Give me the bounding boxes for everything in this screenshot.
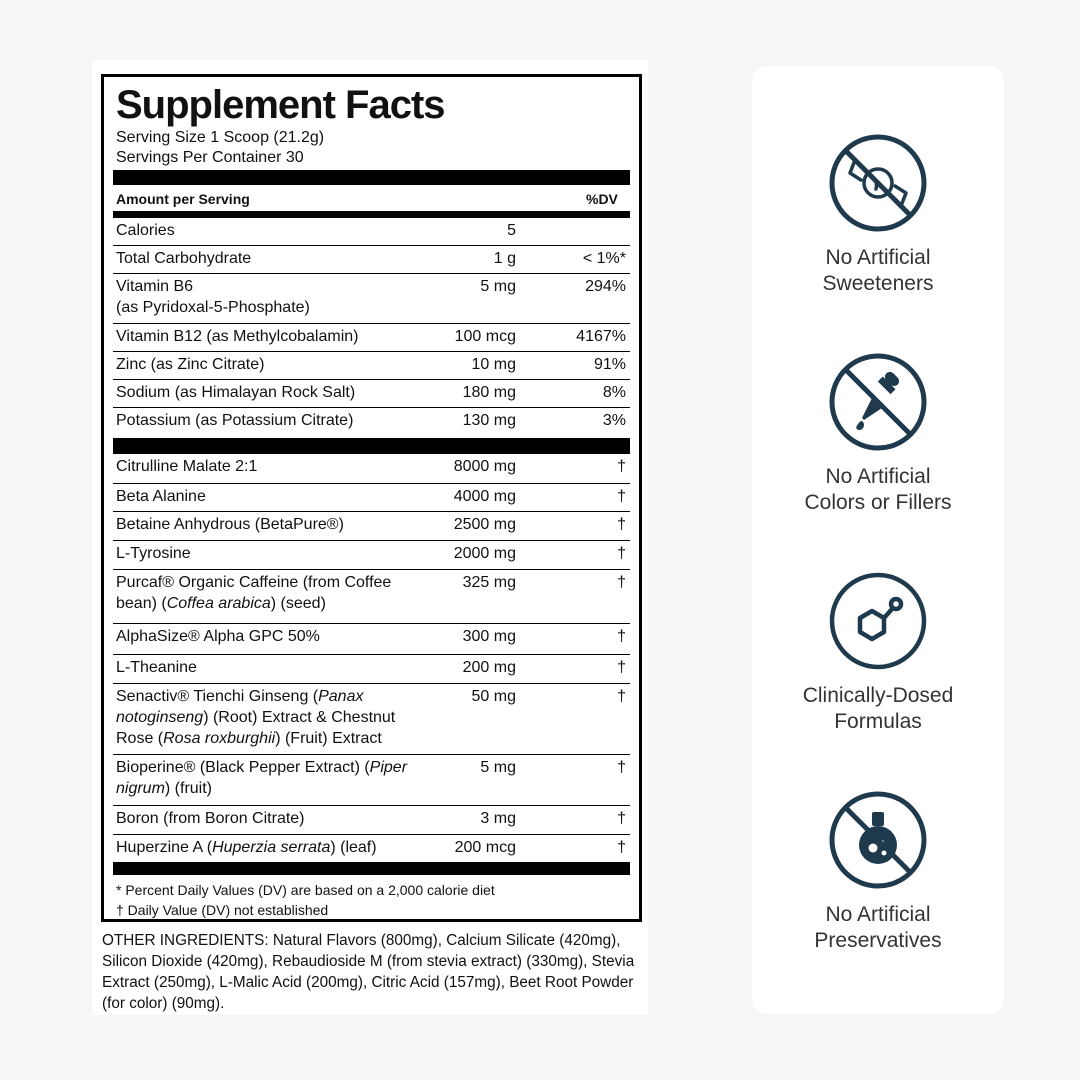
ingredient-amount: 2500 mg: [453, 516, 516, 533]
ingredient-amount: 3 mg: [480, 810, 516, 827]
ingredient-name: Senactiv® Tienchi Ginseng (Panax notoginseng) (Root) Extract & Chestnut Rose (Rosa roxburghii) (Fruit) Extract: [116, 688, 396, 747]
servings-per-container: Servings Per Container 30: [116, 149, 304, 166]
nutrient-row: [113, 352, 630, 380]
ingredient-dv: †: [617, 628, 626, 645]
ingredient-name: Purcaf® Organic Caffeine (from Coffee bean) (Coffea arabica) (seed): [116, 574, 392, 612]
ingredient-row: [113, 655, 630, 684]
ingredient-amount: 8000 mg: [453, 458, 516, 475]
nutrient-row: [113, 246, 630, 274]
thick-divider: [113, 438, 630, 454]
panel-title: Supplement Facts: [116, 83, 445, 127]
ingredient-dv: †: [617, 659, 626, 676]
ingredient-amount: 200 mcg: [454, 839, 516, 856]
nutrient-amount: 100 mcg: [454, 328, 516, 345]
ingredient-dv: †: [617, 516, 626, 533]
ingredient-amount: 2000 mg: [453, 545, 516, 562]
medium-divider: [113, 211, 630, 218]
nutrient-name: Calories: [116, 222, 175, 239]
badge-panel: [752, 66, 1004, 1014]
nutrient-amount: 5 mg: [480, 278, 516, 295]
ingredient-amount: 5 mg: [480, 759, 516, 776]
ingredient-amount: 300 mg: [462, 628, 516, 645]
ingredient-dv: †: [617, 810, 626, 827]
ingredient-name: L-Theanine: [116, 659, 197, 676]
ingredient-row: [113, 835, 630, 862]
no-dropper-icon: [828, 352, 928, 452]
nutrient-dv: 294%: [585, 278, 626, 295]
nutrient-amount: 130 mg: [462, 412, 516, 429]
ingredient-name: Beta Alanine: [116, 488, 206, 505]
dv-header: %DV: [586, 191, 618, 207]
badge-label: No Artificial Sweeteners: [822, 246, 934, 295]
nutrient-name: Vitamin B12 (as Methylcobalamin): [116, 328, 359, 345]
footnote-dv: * Percent Daily Values (DV) are based on a 2,000 calorie diet: [116, 882, 495, 898]
other-ingredients: OTHER INGREDIENTS: Natural Flavors (800mg), Calcium Silicate (420mg), Silicon Dioxide (420mg), Rebaudioside M (from stevia extract) (330mg), Stevia Extract (250mg), L-Malic Acid (200mg), Citric Acid (157mg), Beet Root Powder (for color) (90mg).: [102, 932, 635, 1012]
ingredient-name: Citrulline Malate 2:1: [116, 458, 258, 475]
ingredient-amount: 200 mg: [462, 659, 516, 676]
nutrient-dv: 8%: [602, 384, 626, 401]
ingredient-name: Huperzine A (Huperzia serrata) (leaf): [116, 839, 377, 856]
ingredient-row: [113, 806, 630, 835]
nutrient-dv: 3%: [602, 412, 626, 429]
ingredient-amount: 325 mg: [462, 574, 516, 591]
no-flask-icon: [828, 790, 928, 890]
nutrient-name: Total Carbohydrate: [116, 250, 252, 267]
ingredient-name: AlphaSize® Alpha GPC 50%: [116, 628, 320, 645]
ingredient-dv: †: [617, 545, 626, 562]
ingredient-dv: †: [617, 458, 626, 475]
nutrient-dv: < 1%*: [582, 250, 626, 267]
nutrient-name: Zinc (as Zinc Citrate): [116, 356, 265, 373]
serving-size: Serving Size 1 Scoop (21.2g): [116, 129, 325, 146]
nutrient-dv: 91%: [593, 356, 626, 373]
nutrient-row: [113, 218, 630, 246]
badge-label: Clinically-Dosed Formulas: [802, 684, 954, 733]
ingredient-row: [113, 541, 630, 570]
nutrient-amount: 1 g: [493, 250, 516, 267]
ingredient-row: [113, 570, 630, 624]
nutrient-row: [113, 274, 630, 324]
ingredient-dv: †: [617, 574, 626, 591]
ingredient-row: [113, 624, 630, 655]
badge-label: No Artificial Colors or Fillers: [804, 465, 952, 514]
ingredient-dv: †: [617, 488, 626, 505]
ingredient-name: Betaine Anhydrous (BetaPure®): [116, 516, 344, 533]
ingredient-dv: †: [617, 759, 626, 776]
ingredient-row: [113, 684, 630, 755]
ingredient-dv: †: [617, 839, 626, 856]
nutrient-row: [113, 324, 630, 352]
nutrient-dv: 4167%: [576, 328, 626, 345]
ingredient-name: Bioperine® (Black Pepper Extract) (Piper nigrum) (fruit): [116, 759, 408, 797]
ingredient-amount: 50 mg: [471, 688, 516, 705]
supplement-facts-panel: [101, 74, 642, 922]
ingredient-name: L-Tyrosine: [116, 545, 191, 562]
molecule-icon: [828, 571, 928, 671]
nutrient-row: [113, 408, 630, 438]
no-candy-icon: [828, 133, 928, 233]
ingredient-row: [113, 454, 630, 484]
thick-divider: [113, 862, 630, 875]
footnote-not-established: † Daily Value (DV) not established: [116, 902, 329, 918]
nutrient-amount: 180 mg: [462, 384, 516, 401]
badge-label: No Artificial Preservatives: [814, 903, 942, 952]
nutrient-amount: 5: [507, 222, 516, 239]
ingredient-row: [113, 512, 630, 541]
thick-divider: [113, 170, 630, 185]
ingredient-name: Boron (from Boron Citrate): [116, 810, 305, 827]
ingredient-row: [113, 755, 630, 806]
nutrient-name: Sodium (as Himalayan Rock Salt): [116, 384, 356, 401]
nutrient-name: Vitamin B6 (as Pyridoxal-5-Phosphate): [116, 278, 310, 316]
ingredient-row: [113, 484, 630, 512]
nutrient-name: Potassium (as Potassium Citrate): [116, 412, 354, 429]
nutrient-amount: 10 mg: [471, 356, 516, 373]
amount-per-serving-header: Amount per Serving: [116, 191, 250, 207]
nutrient-row: [113, 380, 630, 408]
ingredient-amount: 4000 mg: [453, 488, 516, 505]
ingredient-dv: †: [617, 688, 626, 705]
